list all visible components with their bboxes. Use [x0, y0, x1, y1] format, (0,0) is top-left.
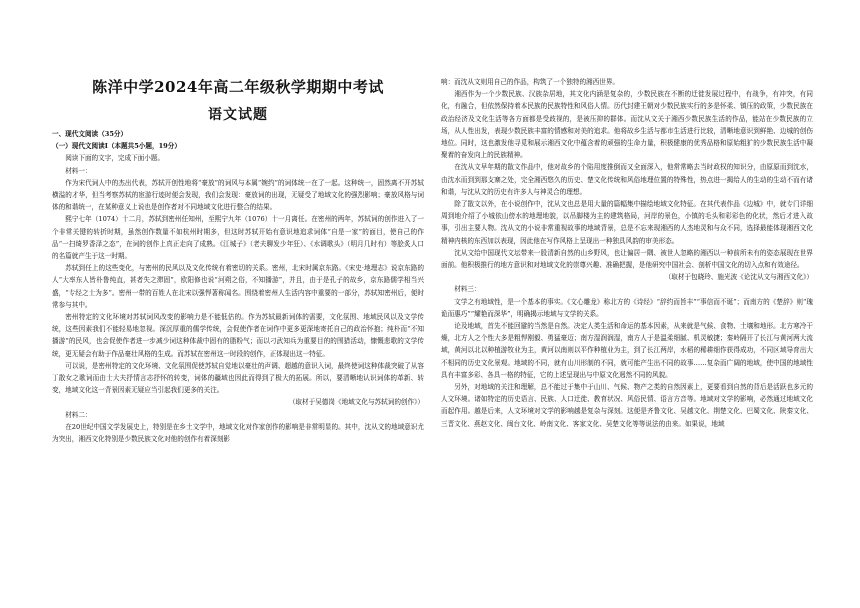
section-heading: 一、现代文阅读（35分） — [52, 130, 128, 138]
material-2-label: 材料二： — [65, 410, 92, 419]
m1-paragraph: 苏轼到任上的这些变化，与密州的民风以及文化传统有着密切的关系。密州，北宋时属京东路。《宋史·地理志》说京东路的人“大率东人皆朴鲁纯直，甚者失之滞固”，欧阳修也说“河朔之俗，不知播游”，并且，由于是孔子的故乡，京东路儒学相当兴盛，“专经之士为多”。密州一带的百姓人在北宋以强悍著称闻名。围绕着密州人生活内容中重要的一部分，苏轼知密州后，便时常参与其中。 — [52, 264, 424, 309]
m2-paragraph: 响：而沈从文则用自己的作品，构筑了一个独特的湘西世界。 — [441, 78, 620, 86]
m1-paragraph: 熙宁七年（1074）十二月，苏轼到密州任知州，至熙宁九年（1076）十一月离任。在密州的两年，苏轼词的创作进入了一个非常关键的转折时期，虽然创作数量不如杭州时期多，但这时苏轼开始有意识地追求词体“自是一家”的面目，使自己的作品“一扫绮罗香泽之态”，在词的创作上真正走向了成熟。《江城子》（老夫聊发少年狂）、《水调歌头》（明月几时有）等脍炙人口的名篇就产生于这一时期。 — [52, 215, 424, 261]
exam-title: 陈洋中学2024年高二年级秋学期期中考试 — [92, 78, 384, 96]
m2-paragraph: 湘西作为一个少数民族、汉族杂居地，其文化内涵是复杂的，少数民族在不断的迁徙发展过程中，有战争，有冲突，有同化，有融合，但依然保持着本民族的民族特性和风俗人情。历代封建王朝对少数民族实行的多是怀柔、镇压的政策，少数民族在政治经济及文化生活等各方面都是受歧视的，是被压抑的群体。而沈从文关于湘西少数民族生活的作品，能站在少数民族的立场，从人性出发，表现少数民族丰富的情感和对美的追求。他将故乡生活与都市生活进行比较，清晰地意识到鲜艳、边城的创伤地位。同时，这也激发他寻觅和展示湘西文化中蕴含着的顽强的生命力量，积极健康的优秀品格和原始粗犷的少数民族生活中凝聚着的奋发向上的民族精神。 — [441, 90, 813, 160]
m1-paragraph: 可以说，是密州特定的文化环境、文化氛围促使苏轼自觉地以豪壮的声调、超越的意识入词，最终使词这种体裁突破了从容丁散女之歌词而由士大夫抒情言志抒怀的转变，词体的疆域也因此而得到了极大的拓展。所以，要清晰地认识词体的革新、转变，地域文化这一背景因素无疑应当引起我们更多的关注。 — [52, 361, 424, 395]
m2-paragraph: 沈从文给中国现代文坛带来一股清新自然的山乡野风，也让偏居一隅、被世人忽略的湘西以一种前所未有的姿态展现在世界面前。他积极推行的地方意识和对地域文化的崇尊兴趣、准确把握，是他研究中国社会、剖析中国文化的切入点和有效途径。 — [441, 248, 813, 270]
m2-paragraph: 在沈从文早年期的散文作品中，他对故乡的个陷用度推倒而又全面深入，他常常略去当时政权的知识分，由原原而到沈水，由沈水而到到那支寨之处，完全湘西悠久的历史、楚文化传统和风俗地理位置的特殊性，热点进一揭给人的生动的生动不而有诸和谐，与沈从文的历史有许多人与神灵合的理想。 — [441, 163, 813, 196]
material-3-label: 材料三： — [454, 285, 481, 294]
reading-instruction: 阅读下面的文字，完成下面小题。 — [65, 154, 165, 163]
left-column — [52, 128, 424, 445]
m3-paragraph: 论及地域，首先不能回避的当然是自然。决定人类生活和命运的基本因素，从来就是气候、食物、土壤和地形。北方寒冷干燥，北方人之个性大多是粗悍刚毅、勇猛豪迈；南方湿润润湿，南方人于是温柔细腻、机灵敏捷；秦岭隔开了长江与黄河两大流域，黄河以北以种植游牧业为主，黄河以南则以平作种植业为主，到了长江两岸，水稻的稀耕细作获得成功，不同区域导育出大不相同的历史文化景观。地域的不同，就有山川形制的不同，就可能产生出不同的故事……复杂而广阔的地域，使中国的地域性具有丰富多彩、各具一格的特征，它的上述呈现出与中原文化迥然不同的风貌。 — [441, 322, 813, 379]
m1-paragraph: 密州特定的文化环境对苏轼词风改变的影响力是不能低估的。作为苏轼最新词体的需要，文化氛围、地域民风以及文学传统，这些因素我们不能轻易地忽视。深沉厚重的儒学传统，会促使作者在词作中更多更深地寄托自己的政治怀抱；纯朴而“不知播游”的民风，也会促使作者进一步减少词这种体裁中固有的脂粉气；而以刁武知兵为重要目的的围猎活动，慷慨悲歌的文学传统，更无疑会有助于作品豪壮风格的生成。而苏轼在密州这一时段的创作，正体现出这一特征。 — [52, 313, 424, 358]
m1-paragraph: 作为宋代词人中的杰出代表，苏轼开创性地将“豪放”的词风与本属“婉约”的词体统一在了一起。这种统一，固然离不开苏轼横溢的才华，但当考察苏轼的宦游行迹时便会发现，我们会发现：豪放词的出现，无疑受了地域文化的强烈影响；豪放风格与词体的和谐统一，在某种意义上说也是创作者对不同地域文化进行整合的结果。 — [52, 178, 424, 212]
material-1-source: （取材于吴德岗《地域文化与苏轼词的创作》） — [288, 398, 424, 407]
material-1-label: 材料一： — [65, 166, 92, 175]
m3-paragraph: 文学之有地域性，是一个基本的事实。《文心雕龙》称北方的《诗经》“辞约而旨丰”“事信而不诞”；而南方的《楚辞》则“瑰诡而惠巧”“耀艳而深华”，明确揭示地域与文学的关系。 — [441, 297, 813, 318]
exam-subtitle: 语文试题 — [208, 107, 268, 123]
m2-paragraph: 除了散文以外，在小说创作中，沈从文也总是用大量的篇幅集中描绘地域文化特征。在其代表作品《边城》中，就专门详细周到地介绍了小城依山傍水的地理地貌，以吊脚楼为主的建筑格局，河岸的景色，小镇的毛头和彩彩色的化状，然后才进入故事，引出主要人物。沈从文的小说非常重视故事的地域背景，总是不忘来现湘西的人杰地灵和与众不同，选择最能体现湘西文化精神内核的东西加以表现，因此他在写作风格上呈现出一种独具风韵的审美形态。 — [441, 200, 813, 245]
m3-paragraph: 另外，对地域的关注和理解，总不能过于集中于山川、气候、物产之类的自然因素上，更要看到自然的背后是活跃也多元的人文环境。诸如特定的历史语言、民族、人口迁徙、教育状况、风俗民情、语言方音等。地域对文学的影响，必然通过地域文化而起作用。越是后来，人文环境对文学的影响越是复杂与深刻。这便是齐鲁文化、吴越文化、荆楚文化、巴蜀文化、陕秦文化、三晋文化、燕赵文化、闽台文化、岭南文化、客家文化、吴楚文化等等说法的由来。如果说，地域 — [441, 383, 813, 428]
m2-paragraph: 在20世纪中国文学发展史上，特别是在乡土文学中，地域文化对作家创作的影响是非常明显的。其中，沈从文的地域意识尤为突出，湘西文化特别是少数民族文化对他的创作有着深刻影 — [52, 422, 424, 444]
subsection-heading: （一）现代文阅读Ⅰ（本题共5小题，19分） — [52, 142, 181, 151]
right-column — [441, 76, 813, 430]
material-2-source: （取材于包晓玲、施光波《论沈从文与湘西文化》） — [664, 273, 813, 282]
